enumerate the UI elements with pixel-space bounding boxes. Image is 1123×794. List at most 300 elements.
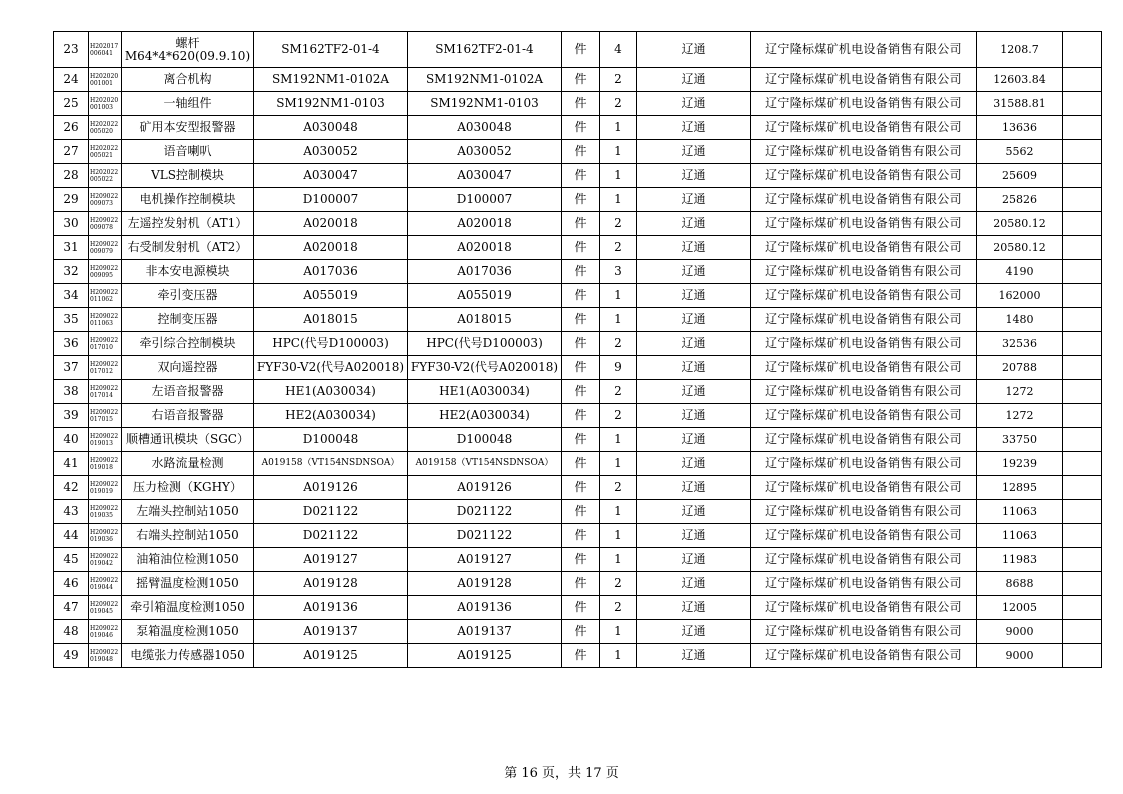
table-row: [54, 380, 1102, 404]
row-number-cell: 31: [54, 236, 89, 260]
supplier-cell: 辽宁隆标煤矿机电设备销售有限公司: [751, 356, 977, 380]
row-number-cell: 24: [54, 68, 89, 92]
quantity-cell: 4: [600, 32, 637, 68]
row-number-cell: 41: [54, 452, 89, 476]
note-cell: [1063, 260, 1102, 284]
note-cell: [1063, 116, 1102, 140]
item-name-cell: [122, 140, 254, 164]
table-row: [54, 68, 1102, 92]
model-cell: A020018: [408, 212, 562, 236]
origin-cell: 辽通: [637, 332, 751, 356]
quantity-cell: 1: [600, 428, 637, 452]
price-cell: 20580.12: [977, 236, 1063, 260]
item-name-cell: [122, 32, 254, 68]
supplier-cell: 辽宁隆标煤矿机电设备销售有限公司: [751, 284, 977, 308]
quantity-cell: 1: [600, 284, 637, 308]
item-name-cell: [122, 500, 254, 524]
price-cell: 11063: [977, 524, 1063, 548]
row-number-cell: 26: [54, 116, 89, 140]
supplier-cell: 辽宁隆标煤矿机电设备销售有限公司: [751, 620, 977, 644]
item-name-text: 左端头控制站1050: [136, 504, 239, 518]
model-cell: SM192NM1-0102A: [408, 68, 562, 92]
item-name-cell: [122, 476, 254, 500]
spec-cell: A019158（VT154NSDNSOA）: [254, 452, 408, 476]
unit-cell: 件: [562, 428, 600, 452]
item-code-cell: H202017 006041: [89, 32, 122, 68]
price-cell: 1272: [977, 404, 1063, 428]
unit-cell: 件: [562, 548, 600, 572]
item-name-cell: [122, 596, 254, 620]
price-cell: 19239: [977, 452, 1063, 476]
spec-cell: FYF30-V2(代号A020018): [254, 356, 408, 380]
note-cell: [1063, 92, 1102, 116]
origin-cell: 辽通: [637, 308, 751, 332]
unit-cell: 件: [562, 32, 600, 68]
page-footer: 第 16 页，共 17 页: [504, 766, 619, 781]
note-cell: [1063, 524, 1102, 548]
origin-cell: 辽通: [637, 404, 751, 428]
item-name-cell: [122, 620, 254, 644]
table-row: [54, 572, 1102, 596]
row-number-cell: 35: [54, 308, 89, 332]
supplier-cell: 辽宁隆标煤矿机电设备销售有限公司: [751, 428, 977, 452]
spec-cell: A020018: [254, 212, 408, 236]
table-row: [54, 452, 1102, 476]
supplier-cell: 辽宁隆标煤矿机电设备销售有限公司: [751, 140, 977, 164]
note-cell: [1063, 500, 1102, 524]
item-name-text: 右受制发射机（AT2）: [127, 240, 248, 254]
table-row: [54, 140, 1102, 164]
note-cell: [1063, 164, 1102, 188]
item-name-cell: [122, 68, 254, 92]
quantity-cell: 2: [600, 236, 637, 260]
row-number-cell: 32: [54, 260, 89, 284]
spec-cell: A019126: [254, 476, 408, 500]
model-cell: A020018: [408, 236, 562, 260]
row-number-cell: 29: [54, 188, 89, 212]
quantity-cell: 9: [600, 356, 637, 380]
quantity-cell: 2: [600, 380, 637, 404]
item-code-cell: H209022 009078: [89, 212, 122, 236]
origin-cell: 辽通: [637, 92, 751, 116]
item-name-cell: [122, 524, 254, 548]
unit-cell: 件: [562, 332, 600, 356]
price-cell: 20580.12: [977, 212, 1063, 236]
supplier-cell: 辽宁隆标煤矿机电设备销售有限公司: [751, 548, 977, 572]
origin-cell: 辽通: [637, 140, 751, 164]
note-cell: [1063, 332, 1102, 356]
spec-cell: A018015: [254, 308, 408, 332]
quantity-cell: 2: [600, 212, 637, 236]
table-row: [54, 92, 1102, 116]
row-number-cell: 48: [54, 620, 89, 644]
supplier-cell: 辽宁隆标煤矿机电设备销售有限公司: [751, 404, 977, 428]
model-cell: A019158（VT154NSDNSOA）: [408, 452, 562, 476]
quantity-cell: 3: [600, 260, 637, 284]
item-code-cell: H209022 017015: [89, 404, 122, 428]
table-row: [54, 332, 1102, 356]
price-cell: 20788: [977, 356, 1063, 380]
table-row: [54, 236, 1102, 260]
item-name-text: 双向遥控器: [157, 360, 218, 374]
model-cell: A019127: [408, 548, 562, 572]
spec-cell: HE2(A030034): [254, 404, 408, 428]
unit-cell: 件: [562, 68, 600, 92]
item-name-cell: [122, 404, 254, 428]
item-name-cell: [122, 332, 254, 356]
spec-cell: HE1(A030034): [254, 380, 408, 404]
spec-cell: A030052: [254, 140, 408, 164]
item-code-cell: H209022 009073: [89, 188, 122, 212]
item-name-text: 左语音报警器: [151, 384, 224, 398]
item-code-cell: H209022 019036: [89, 524, 122, 548]
item-name-text: 一轴组件: [163, 96, 212, 110]
table-row: [54, 32, 1102, 68]
note-cell: [1063, 452, 1102, 476]
model-cell: SM192NM1-0103: [408, 92, 562, 116]
table-row: [54, 596, 1102, 620]
table-row: [54, 476, 1102, 500]
spec-cell: A030048: [254, 116, 408, 140]
item-code-cell: H202022 005021: [89, 140, 122, 164]
item-code-cell: H209022 019046: [89, 620, 122, 644]
table-row: [54, 404, 1102, 428]
table-row: [54, 428, 1102, 452]
row-number-cell: 39: [54, 404, 89, 428]
supplier-cell: 辽宁隆标煤矿机电设备销售有限公司: [751, 68, 977, 92]
row-number-cell: 40: [54, 428, 89, 452]
row-number-cell: 46: [54, 572, 89, 596]
origin-cell: 辽通: [637, 548, 751, 572]
price-cell: 11983: [977, 548, 1063, 572]
origin-cell: 辽通: [637, 188, 751, 212]
item-code-cell: H202020 001003: [89, 92, 122, 116]
item-code-cell: H202022 005022: [89, 164, 122, 188]
item-code-cell: H209022 019035: [89, 500, 122, 524]
item-code-cell: H209022 009095: [89, 260, 122, 284]
note-cell: [1063, 548, 1102, 572]
row-number-cell: 45: [54, 548, 89, 572]
price-cell: 13636: [977, 116, 1063, 140]
unit-cell: 件: [562, 380, 600, 404]
item-name-cell: [122, 572, 254, 596]
spec-cell: SM162TF2-01-4: [254, 32, 408, 68]
item-name-detail-text: M64*4*620(09.9.10): [124, 48, 251, 63]
note-cell: [1063, 428, 1102, 452]
supplier-cell: 辽宁隆标煤矿机电设备销售有限公司: [751, 500, 977, 524]
quantity-cell: 1: [600, 116, 637, 140]
item-name-text: 泵箱温度检测1050: [136, 624, 239, 638]
quantity-cell: 2: [600, 332, 637, 356]
price-cell: 8688: [977, 572, 1063, 596]
quantity-cell: 1: [600, 140, 637, 164]
item-name-text: 摇臂温度检测1050: [136, 576, 239, 590]
item-code-cell: H209022 019042: [89, 548, 122, 572]
origin-cell: 辽通: [637, 644, 751, 668]
spec-cell: SM192NM1-0103: [254, 92, 408, 116]
price-cell: 1480: [977, 308, 1063, 332]
origin-cell: 辽通: [637, 32, 751, 68]
quantity-cell: 2: [600, 596, 637, 620]
unit-cell: 件: [562, 572, 600, 596]
item-code-cell: H209022 019019: [89, 476, 122, 500]
unit-cell: 件: [562, 356, 600, 380]
quantity-cell: 1: [600, 188, 637, 212]
item-code-cell: H209022 019044: [89, 572, 122, 596]
item-code-cell: H209022 011062: [89, 284, 122, 308]
model-cell: A019126: [408, 476, 562, 500]
supplier-cell: 辽宁隆标煤矿机电设备销售有限公司: [751, 644, 977, 668]
table-row: [54, 524, 1102, 548]
table-row: [54, 212, 1102, 236]
spec-cell: SM192NM1-0102A: [254, 68, 408, 92]
note-cell: [1063, 380, 1102, 404]
item-code-cell: H209022 019045: [89, 596, 122, 620]
unit-cell: 件: [562, 452, 600, 476]
model-cell: HE1(A030034): [408, 380, 562, 404]
note-cell: [1063, 476, 1102, 500]
model-cell: HPC(代号D100003): [408, 332, 562, 356]
table-row: [54, 356, 1102, 380]
origin-cell: 辽通: [637, 452, 751, 476]
supplier-cell: 辽宁隆标煤矿机电设备销售有限公司: [751, 380, 977, 404]
quantity-cell: 1: [600, 308, 637, 332]
item-name-cell: [122, 356, 254, 380]
price-cell: 1208.7: [977, 32, 1063, 68]
price-cell: 31588.81: [977, 92, 1063, 116]
supplier-cell: 辽宁隆标煤矿机电设备销售有限公司: [751, 32, 977, 68]
item-name-cell: [122, 116, 254, 140]
table-row: [54, 548, 1102, 572]
model-cell: A030047: [408, 164, 562, 188]
price-cell: 33750: [977, 428, 1063, 452]
spec-cell: A019125: [254, 644, 408, 668]
spec-cell: D100048: [254, 428, 408, 452]
item-code-cell: H209022 017010: [89, 332, 122, 356]
origin-cell: 辽通: [637, 428, 751, 452]
model-cell: D021122: [408, 500, 562, 524]
row-number-cell: 44: [54, 524, 89, 548]
row-number-cell: 23: [54, 32, 89, 68]
price-cell: 5562: [977, 140, 1063, 164]
price-cell: 162000: [977, 284, 1063, 308]
supplier-cell: 辽宁隆标煤矿机电设备销售有限公司: [751, 92, 977, 116]
row-number-cell: 42: [54, 476, 89, 500]
item-name-cell: [122, 260, 254, 284]
supplier-cell: 辽宁隆标煤矿机电设备销售有限公司: [751, 260, 977, 284]
table-row: [54, 644, 1102, 668]
unit-cell: 件: [562, 188, 600, 212]
note-cell: [1063, 308, 1102, 332]
row-number-cell: 38: [54, 380, 89, 404]
supplier-cell: 辽宁隆标煤矿机电设备销售有限公司: [751, 524, 977, 548]
item-name-cell: [122, 428, 254, 452]
note-cell: [1063, 284, 1102, 308]
item-code-cell: H209022 019048: [89, 644, 122, 668]
parts-table-body: [54, 32, 1102, 668]
spec-cell: A055019: [254, 284, 408, 308]
unit-cell: 件: [562, 644, 600, 668]
row-number-cell: 25: [54, 92, 89, 116]
unit-cell: 件: [562, 404, 600, 428]
spec-cell: HPC(代号D100003): [254, 332, 408, 356]
unit-cell: 件: [562, 140, 600, 164]
quantity-cell: 2: [600, 92, 637, 116]
unit-cell: 件: [562, 476, 600, 500]
row-number-cell: 34: [54, 284, 89, 308]
item-code-cell: H202020 001001: [89, 68, 122, 92]
model-cell: A019137: [408, 620, 562, 644]
origin-cell: 辽通: [637, 284, 751, 308]
supplier-cell: 辽宁隆标煤矿机电设备销售有限公司: [751, 572, 977, 596]
origin-cell: 辽通: [637, 236, 751, 260]
price-cell: 12603.84: [977, 68, 1063, 92]
quantity-cell: 2: [600, 572, 637, 596]
unit-cell: 件: [562, 500, 600, 524]
origin-cell: 辽通: [637, 500, 751, 524]
unit-cell: 件: [562, 236, 600, 260]
price-cell: 9000: [977, 620, 1063, 644]
row-number-cell: 47: [54, 596, 89, 620]
origin-cell: 辽通: [637, 260, 751, 284]
spec-cell: A019137: [254, 620, 408, 644]
unit-cell: 件: [562, 116, 600, 140]
item-name-text: 顺槽通讯模块（SGC）: [126, 432, 249, 446]
table-row: [54, 500, 1102, 524]
note-cell: [1063, 68, 1102, 92]
origin-cell: 辽通: [637, 596, 751, 620]
note-cell: [1063, 140, 1102, 164]
table-row: [54, 260, 1102, 284]
spec-cell: A019127: [254, 548, 408, 572]
item-name-cell: [122, 548, 254, 572]
row-number-cell: 37: [54, 356, 89, 380]
spec-cell: D100007: [254, 188, 408, 212]
item-code-cell: H209022 017012: [89, 356, 122, 380]
model-cell: D100007: [408, 188, 562, 212]
item-name-text: 非本安电源模块: [145, 264, 230, 278]
item-name-text: 左遥控发射机（AT1）: [127, 216, 248, 230]
parts-table: [53, 31, 1102, 668]
origin-cell: 辽通: [637, 116, 751, 140]
spec-cell: A019136: [254, 596, 408, 620]
spec-cell: A020018: [254, 236, 408, 260]
price-cell: 12895: [977, 476, 1063, 500]
unit-cell: 件: [562, 92, 600, 116]
model-cell: A019128: [408, 572, 562, 596]
model-cell: D021122: [408, 524, 562, 548]
price-cell: 9000: [977, 644, 1063, 668]
item-name-text: 右端头控制站1050: [136, 528, 239, 542]
spec-cell: A019128: [254, 572, 408, 596]
note-cell: [1063, 404, 1102, 428]
price-cell: 32536: [977, 332, 1063, 356]
unit-cell: 件: [562, 596, 600, 620]
unit-cell: 件: [562, 260, 600, 284]
quantity-cell: 1: [600, 548, 637, 572]
item-name-text: VLS控制模块: [151, 168, 224, 182]
item-name-text: 电机操作控制模块: [139, 192, 236, 206]
quantity-cell: 1: [600, 164, 637, 188]
quantity-cell: 1: [600, 500, 637, 524]
item-name-cell: [122, 380, 254, 404]
origin-cell: 辽通: [637, 380, 751, 404]
item-name-cell: [122, 164, 254, 188]
supplier-cell: 辽宁隆标煤矿机电设备销售有限公司: [751, 116, 977, 140]
model-cell: A055019: [408, 284, 562, 308]
item-name-text: 螺杆: [175, 35, 200, 50]
origin-cell: 辽通: [637, 572, 751, 596]
model-cell: SM162TF2-01-4: [408, 32, 562, 68]
price-cell: 1272: [977, 380, 1063, 404]
spec-cell: D021122: [254, 500, 408, 524]
item-code-cell: H202022 005020: [89, 116, 122, 140]
row-number-cell: 43: [54, 500, 89, 524]
table-row: [54, 284, 1102, 308]
item-name-cell: [122, 644, 254, 668]
quantity-cell: 2: [600, 476, 637, 500]
origin-cell: 辽通: [637, 164, 751, 188]
item-name-cell: [122, 236, 254, 260]
item-name-text: 牵引箱温度检测1050: [130, 600, 245, 614]
table-row: [54, 164, 1102, 188]
price-cell: 4190: [977, 260, 1063, 284]
note-cell: [1063, 644, 1102, 668]
item-name-text: 离合机构: [163, 72, 212, 86]
supplier-cell: 辽宁隆标煤矿机电设备销售有限公司: [751, 188, 977, 212]
note-cell: [1063, 212, 1102, 236]
unit-cell: 件: [562, 524, 600, 548]
origin-cell: 辽通: [637, 524, 751, 548]
supplier-cell: 辽宁隆标煤矿机电设备销售有限公司: [751, 164, 977, 188]
note-cell: [1063, 620, 1102, 644]
item-code-cell: H209022 017014: [89, 380, 122, 404]
item-name-cell: [122, 188, 254, 212]
item-name-text: 油箱油位检测1050: [136, 552, 239, 566]
note-cell: [1063, 188, 1102, 212]
item-name-cell: [122, 308, 254, 332]
item-name-cell: [122, 284, 254, 308]
note-cell: [1063, 32, 1102, 68]
spec-cell: A017036: [254, 260, 408, 284]
spec-cell: D021122: [254, 524, 408, 548]
row-number-cell: 49: [54, 644, 89, 668]
item-code-cell: H209022 019013: [89, 428, 122, 452]
supplier-cell: 辽宁隆标煤矿机电设备销售有限公司: [751, 308, 977, 332]
supplier-cell: 辽宁隆标煤矿机电设备销售有限公司: [751, 212, 977, 236]
supplier-cell: 辽宁隆标煤矿机电设备销售有限公司: [751, 452, 977, 476]
quantity-cell: 2: [600, 404, 637, 428]
item-name-text: 语音喇叭: [163, 144, 212, 158]
price-cell: 25826: [977, 188, 1063, 212]
supplier-cell: 辽宁隆标煤矿机电设备销售有限公司: [751, 476, 977, 500]
model-cell: A019136: [408, 596, 562, 620]
row-number-cell: 30: [54, 212, 89, 236]
model-cell: A030052: [408, 140, 562, 164]
item-name-text: 右语音报警器: [151, 408, 224, 422]
quantity-cell: 2: [600, 68, 637, 92]
unit-cell: 件: [562, 284, 600, 308]
item-name-text: 牵引综合控制模块: [139, 336, 236, 350]
table-row: [54, 188, 1102, 212]
supplier-cell: 辽宁隆标煤矿机电设备销售有限公司: [751, 596, 977, 620]
row-number-cell: 28: [54, 164, 89, 188]
origin-cell: 辽通: [637, 356, 751, 380]
origin-cell: 辽通: [637, 620, 751, 644]
price-cell: 25609: [977, 164, 1063, 188]
origin-cell: 辽通: [637, 212, 751, 236]
unit-cell: 件: [562, 212, 600, 236]
